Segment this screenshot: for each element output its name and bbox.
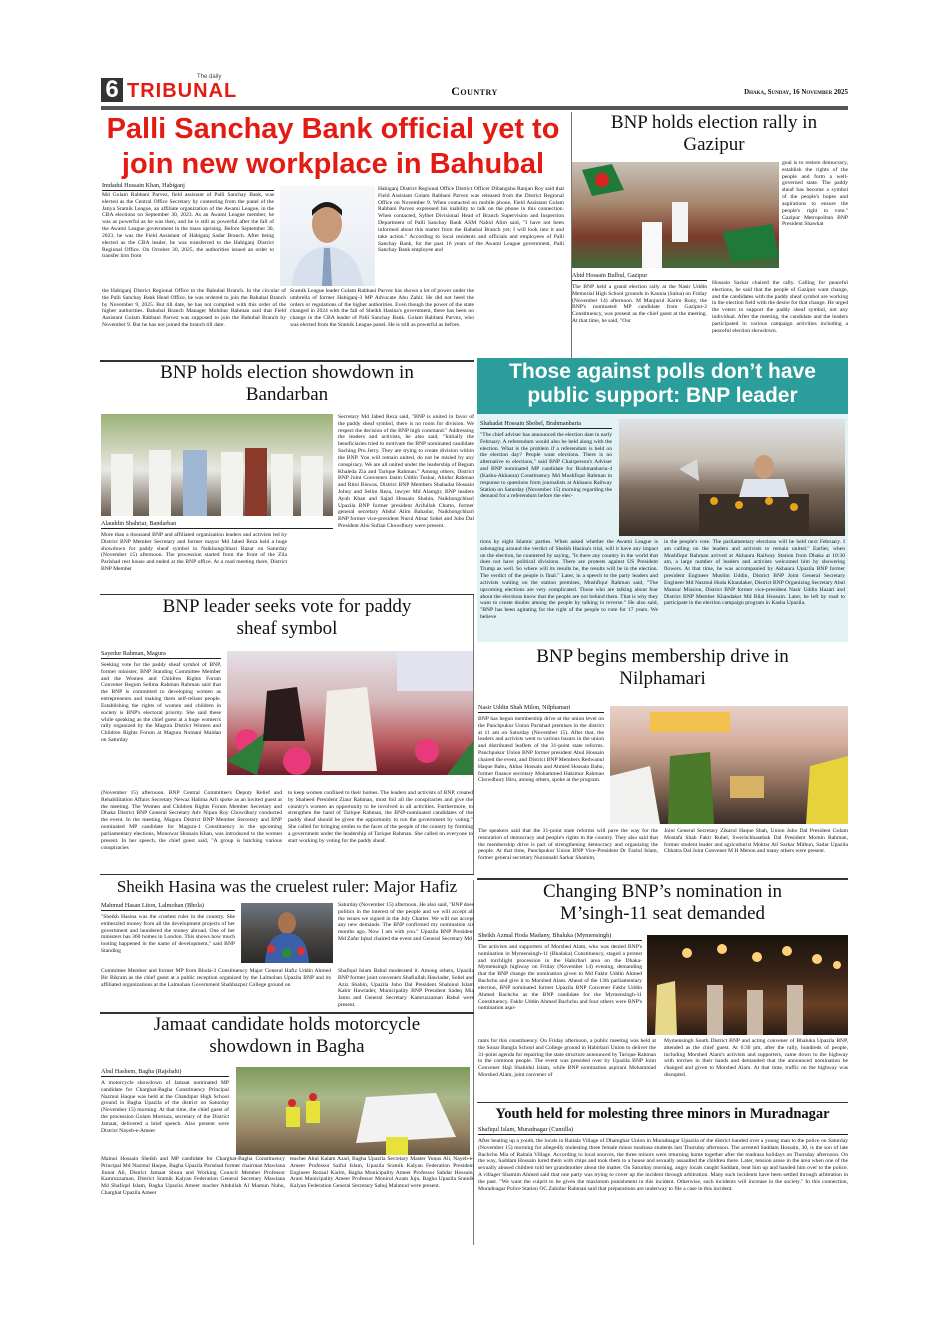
body-brahmanbaria-col1b: tions by eight Islamic parties. When asked whether the Awami League is sabotaging around the verdict of Sheikh Hasina's trial, will it have any impact on the election, he countered by saying, "Is there any country in the world that does not have political divisions. There are protests against US President Trump as well. So where will its results be, the results will be in the election. The verdict of the people is final." Later, in a speech to the party leaders and activists waiting on the station premises, Mushfiqur Rahman said, "The upcoming elections are very complicated. Those who are talking about fear about the elections know that the people are not behind them. That is why they want to create doubts among the people by talking in reverse." He also said, "BNP has been agitating for the right of the people to vote for 17 years. We believe <box>480 539 658 620</box>
byline-magura: Sayedur Rahman, Magura <box>101 650 221 659</box>
headline-magura: BNP leader seeks vote for paddy sheaf symbol <box>162 596 412 639</box>
body-magura-col1: Seeking vote for the paddy sheaf symbol of BNP, former minister, BNP Standing Committee Member and the Women and Children Rights Forum Convener Begum Selima Rahman Rahman said that the BNP is committed to developing women as entrepreneurs and making them self-reliant people. Establishing the rights of women and children in society is BNP's electoral priority. She said these while speaking as the chief guest at a huge women's rally organized by the Magura District Women and Children Rights Forum at Magura Nomani Maidan on Saturday <box>101 662 221 743</box>
masthead-rule <box>101 106 848 110</box>
body-bagha-col1b: Mainul Hossain Sheikh and MP candidate for Charghat-Bagha Constituency Principal Md Nazmul Haque, Bagha Upazila Parishad former chairman Mawlana Jinnat Ali, District Jamaat Shura and Working Council Member Professor Kamruzzaman, District Sramik Kalyan Federation General Secretary Mawlana Md Shafiqul Islam, Bagha Upazila Ameer teacher Abdullah Al Mamun Nuhu, Charghat Upazila Ameer <box>101 1156 285 1197</box>
body-hafiz-col1: "Sheikh Hasina was the cruelest ruler in the country. She embezzled money from all the development projects of her government and laundered the money abroad. One of her ministers has 360 homes in London. This shows how much looting happened in the name of development," said BNP Standing <box>101 914 235 955</box>
headline-hafiz: Sheikh Hasina was the cruelest ruler: Major Hafiz <box>116 877 458 896</box>
photo-bandarban-procession <box>101 414 333 516</box>
headline-brahmanbaria: Those against polls don’t have public support: BNP leader <box>477 358 848 414</box>
body-palli-col1b: the Habiganj District Regional Office to the Bahubal Branch. In the circular of the Palli Sanchay Bank Head Office, he was ordered to join the Bahubal Branch by November 9, 2025. But till date, he has not complied with this order of the higher authorities. Bahubal Branch Manager Mohibur Rahman said that Field Assistant Golam Rabbani Parvez was supposed to join the Bahubal Branch by November 9. But he has not joined the branch till date. <box>102 288 286 329</box>
byline-nilphamari: Nasir Uddin Shah Milon, Nilphamari <box>478 704 604 713</box>
body-hafiz-col1b: Committee Member and former MP from Bhola-3 Constituency Major General Hafiz Uddin Ahmed Bir Bikram as the chief guest at a public reception organized by the Lalmohan Upazila BNP and its affiliated organizations at the Lalmohan Government Shahbazpur College ground on <box>101 968 331 988</box>
body-magura-col2: to keep women confined to their homes. The leaders and activists of BNP, created by Shaheed President Ziaur Rahman, must foil all the conspiracies and give the country's women an opportunity to be involved in all activities. Furthermore, to strengthen the hand of Tarique Rahman, the BNP-nominated candidates of the paddy sheaf should be given the opportunity to run the government by voting." She called for bringing smiles to the faces of the people of the country by forming a government under the leadership of Tarique Rahman. She called on everyone to start working by voting for the paddy sheaf. <box>288 790 473 844</box>
body-bagha-col1: A motorcycle showdown of Jamaat nominated MP candidate for Charghat-Bagha Constituency Principal Nazmul Haque was held at the Chandipur High School ground in Bagha Upazila of the district on Saturday (November 15) morning. At that time, the chief guest of the procession Golam Mortuza, secretary of the District Jamaat, delivered a brief speech. Also present were District Nayeb-e-Ameer <box>101 1080 229 1134</box>
body-msingh-col1: The activists and supporters of Morshed Alam, who was denied BNP's nomination in Mymensingh-11 (Bhaluka) Constituency, staged a protest and torchlight procession in the Habirbari area on the Dhaka-Mymensingh highway on Friday (November 14) evening, demanding that the BNP change the nomination given to Md Fakhr Uddin Ahmed Bachchu and give it to Morshed Alam. Ahead of the 13th parliamentary election, BNP nominated former Upazila BNP Convener Fakhr Uddin Ahmed Bachchu as the BNP candidate for the Mymensingh-11 Constituency. Fakhr Uddin Ahmed Bachchu and four others were BNP's nomination aspi- <box>478 944 642 1012</box>
body-magura-col1b: (November 15) afternoon. BNP Central Committee's Deputy Relief and Rehabilitation Affairs Secretary Newaz Halima Arli spoke as an invited guest at the meeting. The Women and Children Rights Forum Member Secretary and Dhaka District BNP General Secretary Adv Nipun Roy Chowdhury conducted the event. In the meeting, Magura District BNP Member Secretary and BNP nominated MP candidate for Magura-1 Constituency in the upcoming parliamentary elections, Monowar Hossain Khan, was introduced to the women present. In her speech, the chief guest said, "A group is hatching various conspiracies <box>101 790 282 851</box>
body-palli-col1: Md Golam Rabbani Parvez, field assistant of Palli Sanchay Bank, was elected as the Central Office Secretary by contesting from the panel of the Jatiya Sramik League, an affiliate organization of the Awami League, in the CBA elections on September 30, 2023. As an Awami League member, he was as powerful as he was then, and he is still as powerful after the fall of the Awami League government in the mass uprising. Before September 30, 2023, he was the Field Assistant of Habiganj Sadar Branch. After being elected as the CBA leader, he was transferred to the Habiganj District Regional Office. On October 30, 2025, the authorities issued an order to transfer him from <box>102 192 274 260</box>
body-muradnagar: After beating up a youth, the locals in Raitala Village of Dhamghar Union in Muradnagar Upazila of the district handed over a young man to the police on Saturday (November 15) morning for allegedly molesting three female minor madrasa students last Thursday afternoon. The arrested Saddam Hossain, 30, is the son of late Bachchu Mia of Raitala Village. According to local sources, the three minors were returning home together after the madrasa holidays on Thursday afternoon. On the way, Saddam Hossain lured them with chips and took them to a house and sexually assaulted the children there. Later, tension arose in the area when one of the sexually abused children told her grandmother about the matter. On Saturday morning, angry locals caught Saddam, beat him up and handed him over to the police. A villager Shamim Ahmed said that one party was trying to cover up the incident through arbitration. Many such incidents have been settled through arbitration in the past. "We want the culprit to be given the maximum punishment in this incident. Otherwise, such incidents will increase in the society." In this connection, Muradnagar Police Station OC Zahidur Rahman said that preparations are underway to file a case in this incident. <box>478 1138 848 1192</box>
headline-msingh: Changing BNP’s nomination in M’singh-11 seat demanded <box>542 881 783 924</box>
body-brahmanbaria-col1: "The chief adviser has announced the election date in early February. A referendum would also be held along with the election. What is the problem if a referendum is held on the election day? People want elections. There is no alternative to elections," said BNP Chairperson's Adviser and BNP nominated MP candidate for Brahmanbaria-4 (Kasba-Akhaura) Constituency Md Mushfiqur Rahman in response to questions from journalists at Akhaura Railway Station on Saturday (November 15) morning regarding the demand for a referendum before the elec- <box>480 432 612 500</box>
body-hafiz-col2b: Shafiqul Islam Babul moderated it. Among others, Upazila BNP former joint conveners Shafiullah Hawlader, Sohel and Aziz Shahin, Upazila Jubo Dal President Shahinul Islam Kabir Hawlader, Municipality BNP President Sadeq Mia Jantu and General Secretary Kamruzzaman Babul were present. <box>338 968 474 1008</box>
body-hafiz-col2: Saturday (November 15) afternoon. He also said, "BNP does politics in the interest of the people and we will accept all the issues we signed in the July Charter. We will not accept any new demands. The BNP confirmed my nomination six months ago. Now I am with you." Upazila BNP President Md Zafar Iqbal chaired the event and General Secretary Md <box>338 902 474 943</box>
body-nilphamari-col1b: The speakers said that the 31-point state reforms will pave the way for the restoration of democracy and people's rights in the country. They also said that the membership drive is part of strengthening democracy and organizing the people. At that time, Panchpukur Union BNP Vice-President Dr Fazlul Islam, former general secretary Nurunnabi Sarkar Shamim, <box>478 828 658 862</box>
section-rule <box>477 1102 848 1103</box>
masthead <box>101 74 848 104</box>
photo-brahmanbaria-reception <box>619 419 845 536</box>
photo-golam-rabbani <box>280 186 375 286</box>
newspaper-logo: TRIBUNAL <box>127 80 238 102</box>
section-rule <box>477 878 848 880</box>
byline-msingh: Sheikh Azmal Hoda Madany, Bhaluka (Mymensingh) <box>478 932 642 941</box>
photo-nilphamari-membership <box>610 706 848 824</box>
body-brahmanbaria-col2: in the people's vote. The parliamentary elections will be held next February. I am calling on the leaders and activists to remain united." Earlier, when Mushfiqur Rahman arrived at Akhaura Railway Station from Dhaka at 10:30 am, a large number of leaders and activists welcomed him by showering flowers. At that time, he was accompanied by Akhaura Upazila BNP former president Engineer Muslim Uddin, District BNP Joint General Secretary Engineer Md Nazmul Huda Khandaker, District BNP Organizing Secretary Abul Mansur Mission, District BNP former vice-president Nasir Uddin Hazari and District BNP Member Khandaker Md Bilal Hossain. Later, he left by road to participate in the election campaign program in Kasba Upazila. <box>664 539 845 607</box>
section-rule <box>100 874 474 875</box>
headline-muradnagar: Youth held for molesting three minors in Muradnagar <box>495 1106 830 1122</box>
body-bandarban-col2: Secretary Md Jabed Reza said, "BNP is united in favor of the paddy sheaf symbol, there is no room for division. We respect the decision of the BNP high command." Addressing the leaders and activists, he also said, "Initially the beneficiaries tried to motivate the BNP nominated candidate Saching Pru Jerry. They are trying to create division within the BNP. You will remain united, do not be misled by any conspiracy. We are all united under the leadership of Begum Khaleda Zia and Tarique Rahman." Among others, District BNP Joint Conveners Jasim Uddin Tushar, Abidur Rahman and Ritol Biswas, District BNP Members Shahadat Hossain Johny and Selim Reza, lawyer Md Alamgir, BNP leaders Ayub Khan and Sajad Hossain Shahin, Naikhongchhari Upazila BNP former president Arifullah Chutto, former general secretary Abdul Alim Bahadur, Naikhongchhari BNP former vice-president Nurul Absar Sohel and Jubo Dal President Abu Sufian Chowdhury were present. <box>338 414 474 529</box>
photo-major-hafiz <box>241 903 333 963</box>
body-gazipur-col2b: Hossain Sarkar chaired the rally. Calling for peaceful elections, he said that the people of Gazipur want change, and the candidates with the paddy sheaf symbol are working in the election field with the desire for that change. He urged the voters to support the paddy sheaf symbol, not any individual. After the meeting, the candidate and the leaders participated in various campaign activities including a peaceful election showdown. <box>712 280 848 334</box>
headline-bandarban: BNP holds election showdown in Bandarban <box>160 362 414 405</box>
section-rule <box>100 594 474 595</box>
headline-palli: Palli Sanchay Bank official yet to join new workplace in Bahubal <box>106 113 560 180</box>
headline-bagha: Jamaat candidate holds motorcycle showdown in Bagha <box>153 1014 421 1057</box>
byline-bandarban: Alauddin Shahriar, Bandarban <box>101 520 333 529</box>
byline-gazipur: Abid Hossain Bulbul, Gazipur <box>572 272 707 281</box>
body-msingh-col1b: rants for this constituency. On Friday afternoon, a public meeting was held at the Sonar Bangla School and College ground in Habirbari Union to deliver the 31-point agenda for repairing the state structure announced by Tarique Rahman to the common people. The event was presided over by Upazila BNP Joint Convener Haji Shahidul Islam, while BNP nomination aspirant Mohammad Morshed Alam, joint convener of <box>478 1038 656 1079</box>
dateline: Dhaka, Sunday, 16 November 2025 <box>744 88 848 96</box>
byline-palli: Imdadul Hussain Khan, Habiganj <box>102 182 274 191</box>
logo-tagline: The daily <box>197 74 222 80</box>
body-bandarban-col1: More than a thousand BNP and affiliated organization leaders and activists led by District BNP Member Secretary and former mayor Md Jabed Reza held a huge showdown for paddy sheaf symbol in Naikhongchhari Bazar on Saturday (November 15) afternoon. The procession started from the front of the Zila Parishad rest house and ended at the BNP office. At a road meeting there, District BNP Member <box>101 532 287 573</box>
body-msingh-col2: Mymensingh South District BNP and acting convener of Bhaluka Upazila BNP, attended as the chief guest. At 6:30 pm, after the rally, hundreds of people, including Morshed Alam's activists and supporters, came down to the highway with torches in their hands and demanded that the announced nomination be changed and given to Morshed Alam. At that time, traffic on the highway was disrupted. <box>664 1038 848 1079</box>
body-palli-col2b: Sramik League leader Golam Rabbani Parvez has shown a lot of power under the umbrella of former Habiganj-3 MP Advocate Abu Zahir. He did not heed the orders or regulations of the higher authorities. Even though the power of the state changed in 2024 with the fall of Sheikh Hasina's government, there has been no change in the CBA leader of Palli Sanchay Bank. Golam Rabbani Parvez, who was elected from the Sramik League panel. He is still as powerful as before. <box>290 288 474 329</box>
headline-nilphamari: BNP begins membership drive in Nilphamari <box>536 646 789 689</box>
body-gazipur-col2: goal is to restore democracy, establish the rights of the people and form a well-governed state. The paddy sheaf has become a symbol of the people's hopes and aspirations to ensure the people's right to vote." Gazipur Metropolitan BNP President Shawkat <box>782 160 848 228</box>
photo-msingh-torchlight <box>647 935 848 1035</box>
section-title: Country <box>451 84 498 98</box>
body-palli-col2: Habiganj District Regional Office District Officer Dibangshu Ranjan Roy said that Field Assistant Golam Rabbani Parvez was released from the District Regional Office on November 9. When contacted on mobile phone, Field Assistant Golam Rabbani Parvez expressed his inability to talk on the phone in this connection. When contacted, Sylhet Divisional Head of Branch Supervision and Inspection Department of Palli Sanchay Bank ASM Nahid Alim said, "I have not been informed about this matter from the Bahubal Branch yet; I will look into it and take action." According to local residents and officials and employees of Palli Sanchay Bank, for the past 16 years of the Awami League government, Palli Sanchay Bank employee and <box>378 186 564 254</box>
photo-bagha-motorcycle <box>236 1067 470 1155</box>
body-gazipur-col1: The BNP held a grand election rally at the Nasir Uddin Memorial High School grounds in Kaunia (Salna) on Friday (November 14) afternoon. M Manjurul Karim Rony, the BNP's nominated MP candidate from Gazipur-2 Constituency, was present as the chief guest at the meeting. At that time, he said, "Our <box>572 284 707 325</box>
byline-muradnagar: Shafiqul Islam, Muradnagar (Cumilla) <box>478 1126 848 1135</box>
body-nilphamari-col1: BNP has begun membership drive at the union level on the Panchpukur Union Parishad premises in the district at 11 am on Saturday (November 15). After that, the leaders and activists went to various bazars in the union and distributed leaflets of the 31-point state reforms. Panchpukur Union BNP former president Abul Hossain chaired the event, and District BNP Members Redwanul Haque Babu, Akbar Hossain and Ahmed Hossain Babu, former finance secretary Mohammed Hakimur Rahman Chowdhury Hiru, among others, spoke at the program. <box>478 716 604 784</box>
page-number: 6 <box>101 78 123 102</box>
body-bagha-col2: teacher Abul Kalam Azad, Bagha Upazila Secretary Master Yunus Ali, Nayeb-e-Ameer Professor Saiful Islam, Upazila Sramik Kalyan Federation President Engineer Rezaul Karim, Bagha Municipality Ameer Professor Sabdar Hossain, Arani Municipality Ameer Professor Monirul Azam Juju, Bagha Upazila Sramik Kalyan Federation General Secretary Sabuj Mahmud were present. <box>290 1156 474 1190</box>
byline-hafiz: Mahmud Hasan Liton, Lalmohan (Bhola) <box>101 902 235 911</box>
body-nilphamari-col2: Joint General Secretary Zikarul Haque Shah, Union Jubo Dal President Golam Mostafa Shah Fakir Rubel, Swechchhasebak Dal President Momin Rahman, former student leader and agriculturist Moktar Ali Sarkar Mithun, Sadar Upazila Chhatra Dal Joint Convener M H Menon and many others were present. <box>664 828 848 855</box>
headline-gazipur: BNP holds election rally in Gazipur <box>610 112 818 155</box>
photo-magura-rally <box>227 651 473 775</box>
byline-brahmanbaria: Shahadat Hossain Shobel, Brahmanbaria <box>480 420 612 429</box>
byline-bagha: Abul Hashem, Bagha (Rajshahi) <box>101 1068 229 1077</box>
photo-gazipur-rally <box>572 162 779 268</box>
